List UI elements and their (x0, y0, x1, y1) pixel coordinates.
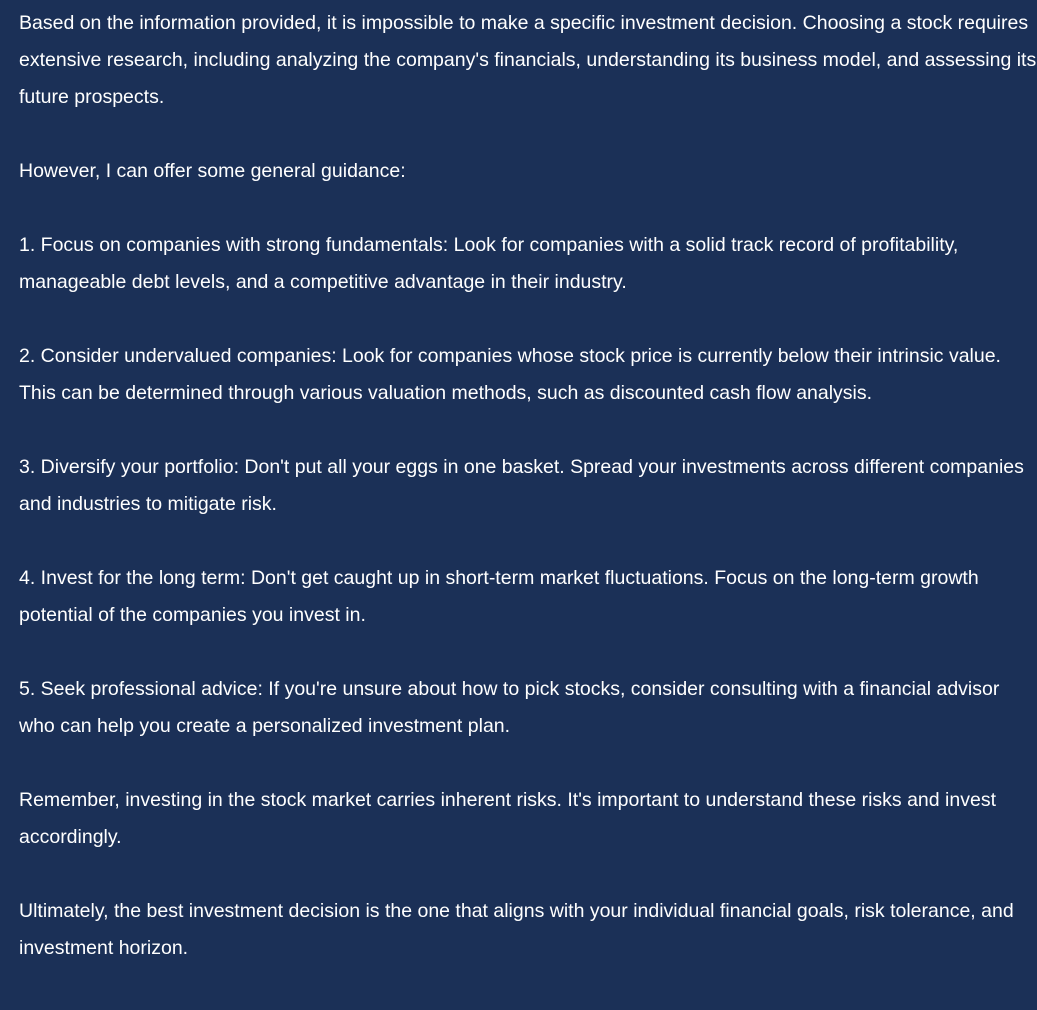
response-list-item: 4. Invest for the long term: Don't get caught up in short-term market fluctuations. Focus on the long-term growth potential of the companies you invest in. (19, 567, 979, 626)
response-paragraph: However, I can offer some general guidance: (19, 160, 406, 182)
response-paragraph: Remember, investing in the stock market carries inherent risks. It's important to understand these risks and invest accordingly. (19, 789, 996, 848)
response-list-item: 3. Diversify your portfolio: Don't put all your eggs in one basket. Spread your investments across different companies and industries to mitigate risk. (19, 456, 1024, 515)
response-paragraph: Based on the information provided, it is impossible to make a specific investment decision. Choosing a stock requires extensive research, including analyzing the company's financials, understanding its business model, and assessing its future prospects. (19, 12, 1037, 108)
response-paragraph: Ultimately, the best investment decision is the one that aligns with your individual financial goals, risk tolerance, and investment horizon. (19, 900, 1014, 959)
response-list-item: 2. Consider undervalued companies: Look for companies whose stock price is currently below their intrinsic value. This can be determined through various valuation methods, such as discounted cash flow analysis. (19, 345, 1001, 404)
response-list-item: 5. Seek professional advice: If you're unsure about how to pick stocks, consider consulting with a financial advisor who can help you create a personalized investment plan. (19, 678, 1000, 737)
response-list-item: 1. Focus on companies with strong fundamentals: Look for companies with a solid track record of profitability, manageable debt levels, and a competitive advantage in their industry. (19, 234, 959, 293)
